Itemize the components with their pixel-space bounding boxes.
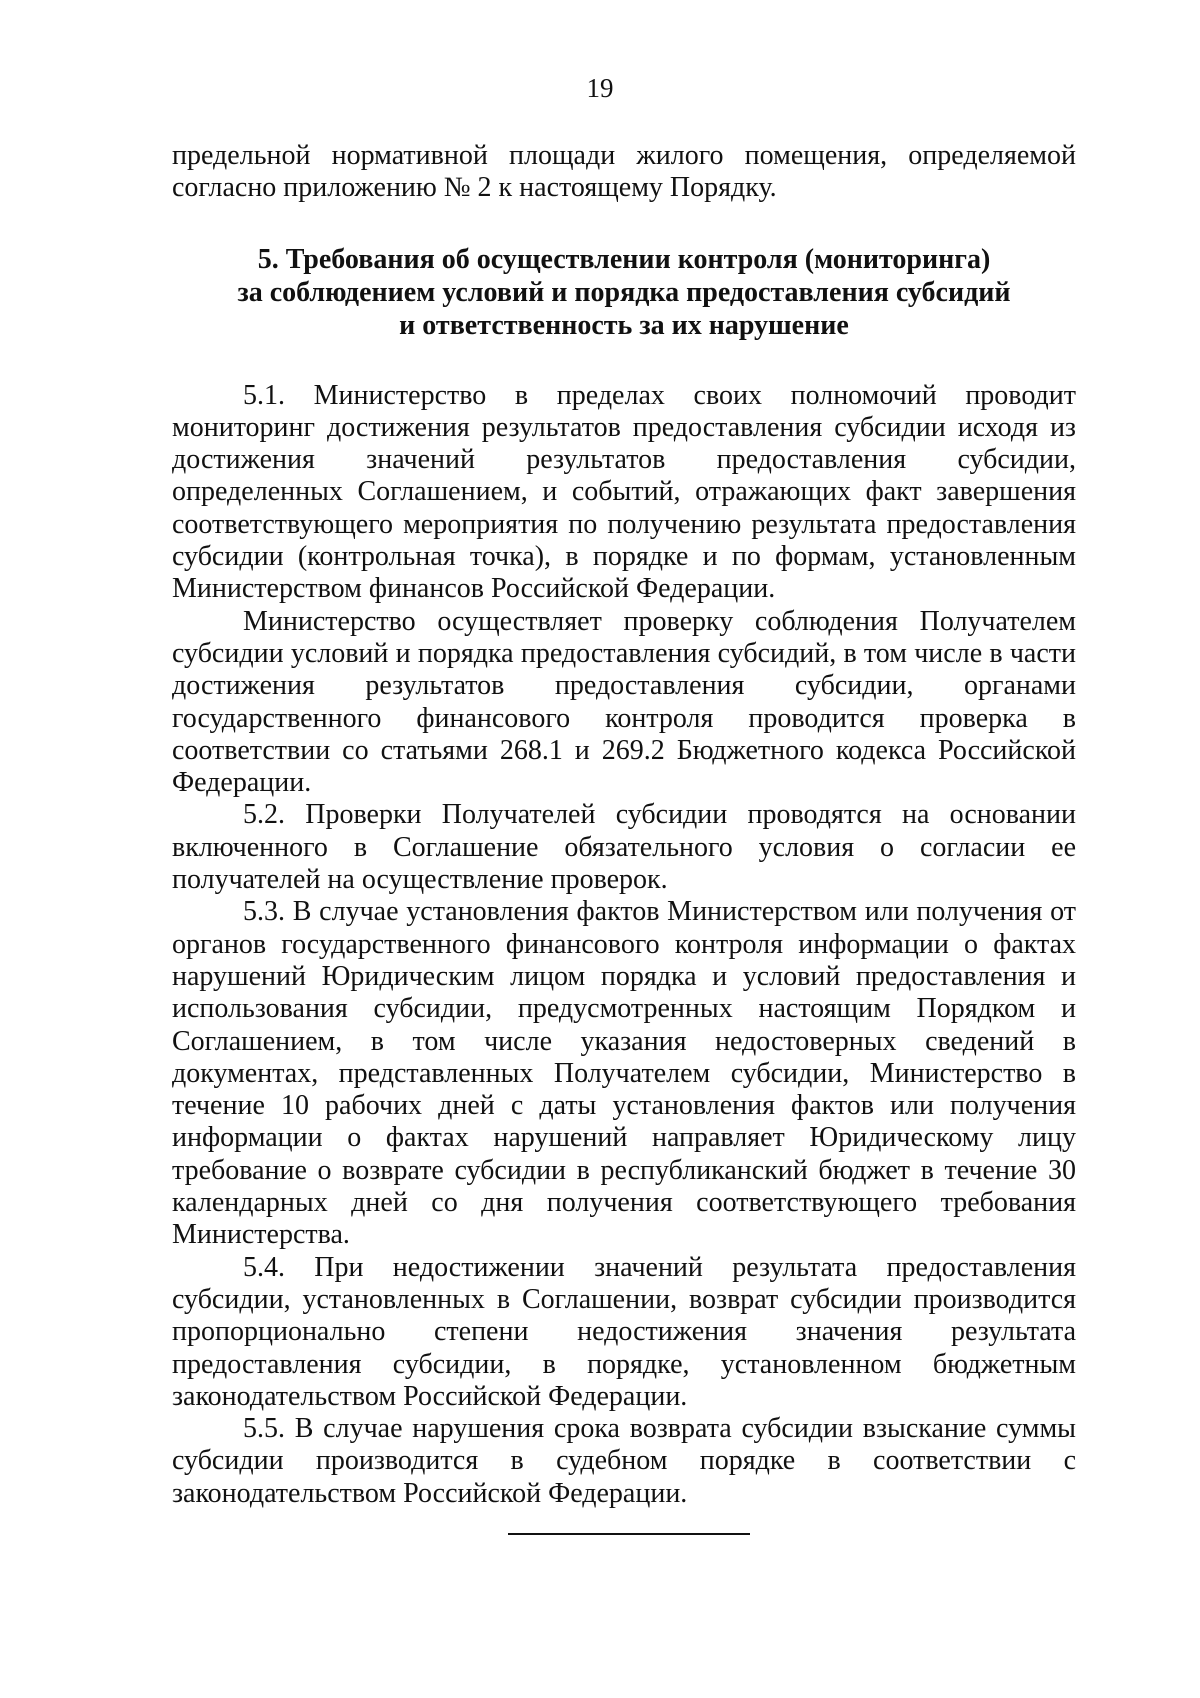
paragraph-5-1-verification: Министерство осуществляет проверку соблюдения Получателем субсидии условий и порядка предоставления субсидий, в том числе в части достижения результатов предоставления субсидии, органами государственного финансового контроля проводится проверка в соответствии со статьями 268.1 и 269.2 Бюджетного кодекса Российской Федерации. (172, 605, 1076, 799)
paragraph-5-1: 5.1. Министерство в пределах своих полномочий проводит мониторинг достижения результатов предоставления субсидии исходя из достижения значений результатов предоставления субсидии, определенных Соглашением, и событий, отражающих факт завершения соответствующего мероприятия по получению результата предоставления субсидии (контрольная точка), в порядке и по формам, установленным Министерством финансов Российской Федерации. (172, 379, 1076, 605)
paragraph-5-3: 5.3. В случае установления фактов Министерством или получения от органов государственного финансового контроля информации о фактах нарушений Юридическим лицом порядка и условий предоставления и использования субсидии, предусмотренных настоящим Порядком и Соглашением, в том числе указания недостоверных сведений в документах, представленных Получателем субсидии, Министерство в течение 10 рабочих дней с даты установления фактов или получения информации о фактах нарушений направляет Юридическому лицу требование о возврате субсидии в республиканский бюджет в течение 30 календарных дней со дня получения соответствующего требования Министерства. (172, 896, 1076, 1251)
document-body (172, 140, 1076, 1510)
paragraph-5-5: 5.5. В случае нарушения срока возврата субсидии взыскание суммы субсидии производится в судебном порядке в соответствии с законодательством Российской Федерации. (172, 1413, 1076, 1509)
page-number: 19 (586, 73, 614, 103)
end-of-document-rule (508, 1533, 750, 1535)
section-heading-line-2: за соблюдением условий и порядка предоставления субсидий (237, 276, 1011, 308)
section-heading (172, 243, 1076, 342)
section-heading-line-3: и ответственность за их нарушение (399, 309, 849, 341)
section-heading-line-1: 5. Требования об осуществлении контроля (мониторинга) (257, 243, 991, 275)
paragraph-5-4: 5.4. При недостижении значений результата предоставления субсидии, установленных в Соглашении, возврат субсидии производится пропорционально степени недостижения значения результата предоставления субсидии, в порядке, установленном бюджетным законодательством Российской Федерации. (172, 1251, 1076, 1412)
paragraph-5-2: 5.2. Проверки Получателей субсидии проводятся на основании включенного в Соглашение обязательного условия о согласии ее получателей на осуществление проверок. (172, 799, 1076, 896)
intro-paragraph: предельной нормативной площади жилого помещения, определяемой согласно приложению № 2 к настоящему Порядку. (172, 140, 1076, 204)
